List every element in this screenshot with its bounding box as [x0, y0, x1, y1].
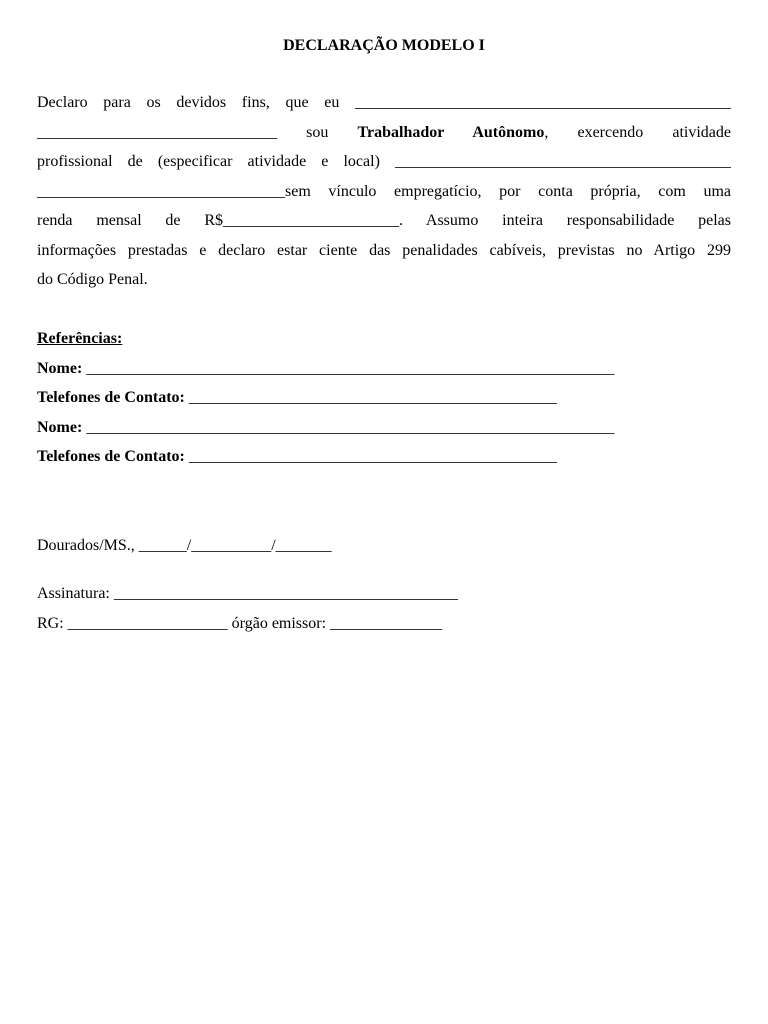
paragraph-text: , exercendo atividade [544, 123, 731, 141]
reference-name-row [37, 354, 731, 384]
reference-blank: ______________________________________________ [184, 389, 557, 406]
paragraph-line: renda mensal de R$______________________. Assumo inteira responsabilidade pelas [37, 212, 731, 229]
paragraph-line [37, 118, 731, 148]
worker-type-label: Trabalhador Autônomo [357, 123, 545, 141]
paragraph-line: _______________________________sem vínculo empregatício, por conta própria, com uma [37, 182, 731, 200]
name-blank: ______________________________ [37, 123, 277, 141]
reference-label: Nome: [37, 359, 83, 377]
document-title: DECLARAÇÃO MODELO I [283, 37, 485, 54]
paragraph-line: Declaro para os devidos fins, que eu _______________________________________________ [37, 94, 731, 111]
reference-phone-row [37, 383, 731, 413]
reference-blank: __________________________________________________________________ [82, 359, 615, 377]
reference-label: Telefones de Contato: [37, 389, 185, 406]
rg-line: RG: ____________________ órgão emissor: ______________ [37, 614, 443, 632]
references-section [37, 324, 731, 472]
reference-blank: __________________________________________________________________ [82, 418, 615, 436]
place-date-section [37, 531, 731, 561]
reference-label: Telefones de Contato: [37, 448, 185, 465]
reference-blank: ______________________________________________ [184, 448, 557, 465]
paragraph-line: do Código Penal. [37, 271, 148, 288]
place-date-line: Dourados/MS., ______/__________/_______ [37, 537, 332, 554]
signature-line: Assinatura: ___________________________________________ [37, 585, 458, 602]
declaration-paragraph [37, 88, 731, 295]
document-page [37, 0, 731, 1024]
paragraph-line: profissional de (especificar atividade e local) __________________________________________ [37, 153, 731, 170]
signature-section [37, 579, 731, 638]
paragraph-text: sou [277, 123, 358, 141]
paragraph-line: informações prestadas e declaro estar ciente das penalidades cabíveis, previstas no Artigo 299 [37, 241, 731, 259]
reference-name-row [37, 413, 731, 443]
reference-label: Nome: [37, 418, 83, 436]
references-heading: Referências: [37, 330, 123, 347]
reference-phone-row [37, 442, 731, 472]
